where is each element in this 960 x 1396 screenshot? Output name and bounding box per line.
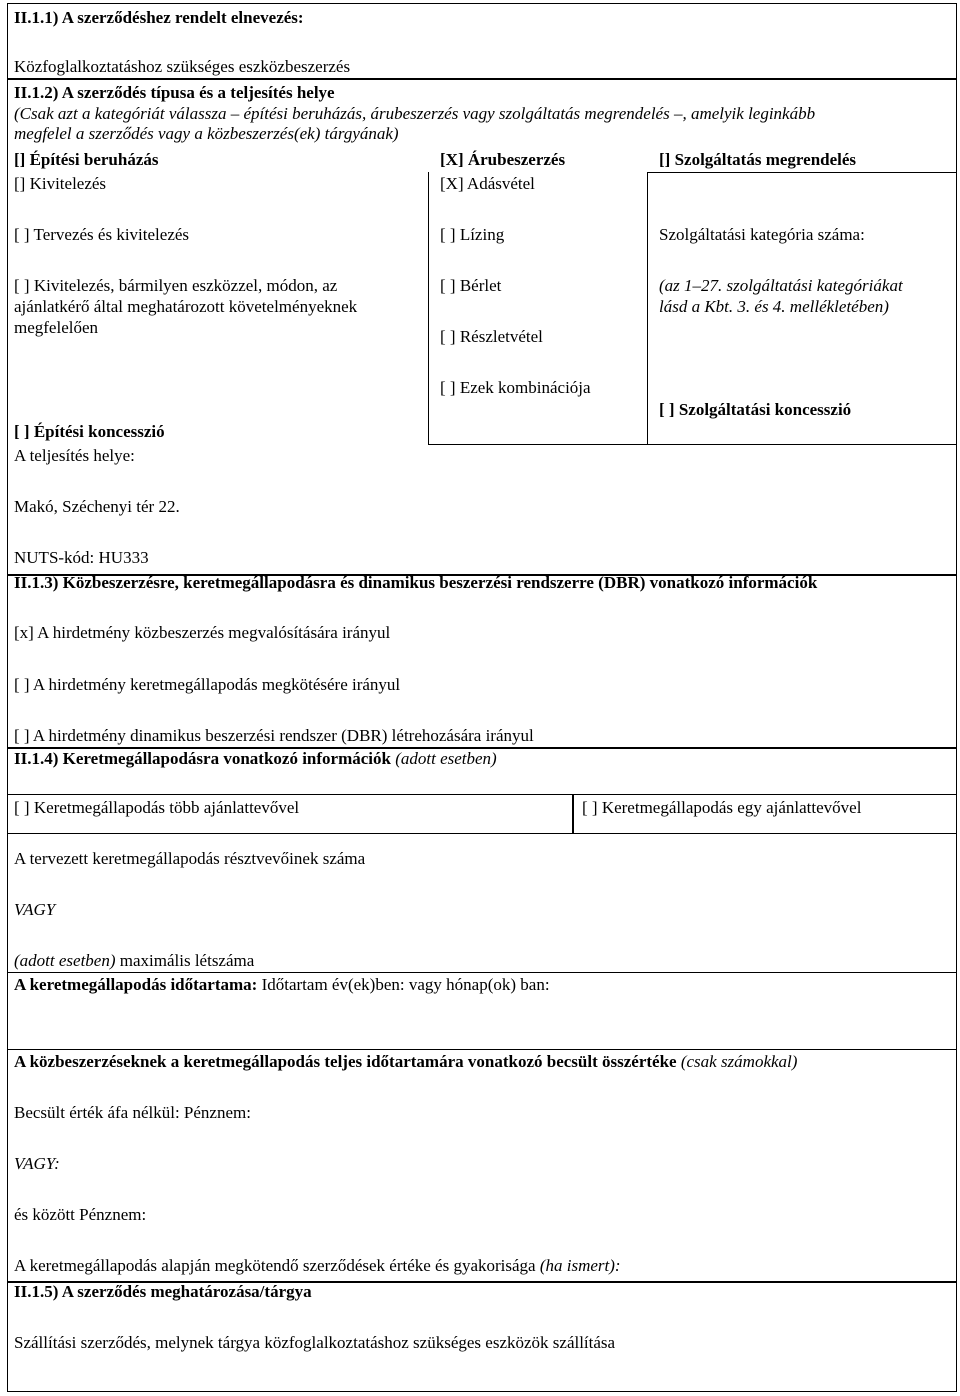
- section-113-box: [7, 575, 957, 748]
- framework-value-note: (csak számokkal): [680, 1052, 798, 1071]
- duration-top-line: [7, 972, 957, 973]
- services-header-line: [647, 172, 957, 173]
- works-option-any-means-l2: ajánlatkérő által meghatározott követelményeknek: [14, 297, 358, 316]
- framework-multi-option: [ ] Keretmegállapodás több ajánlattevővel: [14, 798, 300, 817]
- services-category-note-l1: (az 1–27. szolgáltatási kategóriákat: [659, 276, 903, 295]
- framework-value-heading: A közbeszerzéseknek a keretmegállapodás teljes időtartamára vonatkozó becsült összértéke: [14, 1052, 677, 1071]
- framework-between: és között Pénznem:: [14, 1205, 147, 1224]
- section-114-heading-line: [14, 749, 497, 769]
- place-value: Makó, Széchenyi tér 22.: [14, 497, 180, 516]
- type-table-divider-2: [647, 172, 648, 444]
- section-115-heading: II.1.5) A szerződés meghatározása/tárgya: [14, 1282, 312, 1301]
- services-title: [] Szolgáltatás megrendelés: [659, 150, 857, 169]
- supplies-title: [X] Árubeszerzés: [440, 150, 566, 169]
- supplies-option-purchase: [X] Adásvétel: [440, 174, 535, 193]
- section-112-note-line2: megfelel a szerződés vagy a közbeszerzés(ek) tárgyának): [14, 124, 399, 143]
- works-option-execution: [] Kivitelezés: [14, 174, 107, 193]
- works-option-design-execution: [ ] Tervezés és kivitelezés: [14, 225, 190, 244]
- services-category: Szolgáltatási kategória száma:: [659, 225, 865, 244]
- procurement-option-public: [x] A hirdetmény közbeszerzés megvalósítására irányul: [14, 623, 391, 642]
- framework-contracts-note: (ha ismert):: [539, 1256, 621, 1275]
- supplies-option-leasing: [ ] Lízing: [440, 225, 505, 244]
- works-option-any-means-l3: megfelelően: [14, 318, 99, 337]
- works-concession: [ ] Építési koncesszió: [14, 422, 165, 441]
- framework-estimate: Becsült érték áfa nélkül: Pénznem:: [14, 1103, 251, 1122]
- section-112-heading: II.1.2) A szerződés típusa és a teljesítés helye: [14, 83, 335, 102]
- section-114-heading-note: (adott esetben): [395, 749, 497, 768]
- section-111-heading: II.1.1) A szerződéshez rendelt elnevezés:: [14, 8, 304, 27]
- framework-max-label: maximális létszáma: [119, 951, 255, 970]
- framework-contracts: A keretmegállapodás alapján megkötendő szerződések értéke és gyakorisága: [14, 1256, 536, 1275]
- works-option-any-means-l1: [ ] Kivitelezés, bármilyen eszközzel, módon, az: [14, 276, 338, 295]
- supplies-option-rental: [ ] Bérlet: [440, 276, 502, 295]
- framework-contracts-line: [14, 1256, 621, 1276]
- place-label: A teljesítés helye:: [14, 446, 135, 465]
- section-112-note-line1: (Csak azt a kategóriát válassza – építési beruházás, árubeszerzés vagy szolgáltatás megrendelés –, amelyik leginkább: [14, 104, 816, 123]
- section-113-heading: II.1.3) Közbeszerzésre, keretmegállapodásra és dinamikus beszerzési rendszerre (DBR) vonatkozó információk: [14, 573, 818, 592]
- section-114-heading: II.1.4) Keretmegállapodásra vonatkozó információk: [14, 749, 391, 768]
- framework-duration-value: Időtartam év(ek)ben: vagy hónap(ok) ban:: [261, 975, 550, 994]
- procurement-option-dbr: [ ] A hirdetmény dinamikus beszerzési rendszer (DBR) létrehozására irányul: [14, 726, 534, 745]
- nuts-code: NUTS-kód: HU333: [14, 548, 149, 567]
- value-top-line: [7, 1049, 957, 1050]
- framework-duration-line: [14, 975, 550, 995]
- framework-participants: A tervezett keretmegállapodás résztvevőinek száma: [14, 849, 366, 868]
- supplies-option-hire-purchase: [ ] Részletvétel: [440, 327, 543, 346]
- framework-max-line: [14, 951, 254, 971]
- framework-or-1: VAGY: [14, 900, 56, 919]
- procurement-option-framework: [ ] A hirdetmény keretmegállapodás megkötésére irányul: [14, 675, 401, 694]
- services-concession: [ ] Szolgáltatási koncesszió: [659, 400, 852, 419]
- framework-duration-label: A keretmegállapodás időtartama:: [14, 975, 258, 994]
- type-table-divider-1: [428, 172, 429, 444]
- works-title: [] Építési beruházás: [14, 150, 159, 169]
- contract-name-value: Közfoglalkoztatáshoz szükséges eszközbeszerzés: [14, 57, 351, 76]
- type-table-bottom-line: [428, 444, 957, 445]
- framework-or-2: VAGY:: [14, 1154, 60, 1173]
- framework-max-note: (adott esetben): [14, 951, 116, 970]
- supplies-option-combination: [ ] Ezek kombinációja: [440, 378, 591, 397]
- framework-value-line: [14, 1052, 797, 1072]
- services-category-note-l2: lásd a Kbt. 3. és 4. mellékletében): [659, 297, 889, 316]
- framework-single-option: [ ] Keretmegállapodás egy ajánlattevővel: [582, 798, 862, 817]
- contract-subject-value: Szállítási szerződés, melynek tárgya közfoglalkoztatáshoz szükséges eszközök szállítása: [14, 1333, 616, 1352]
